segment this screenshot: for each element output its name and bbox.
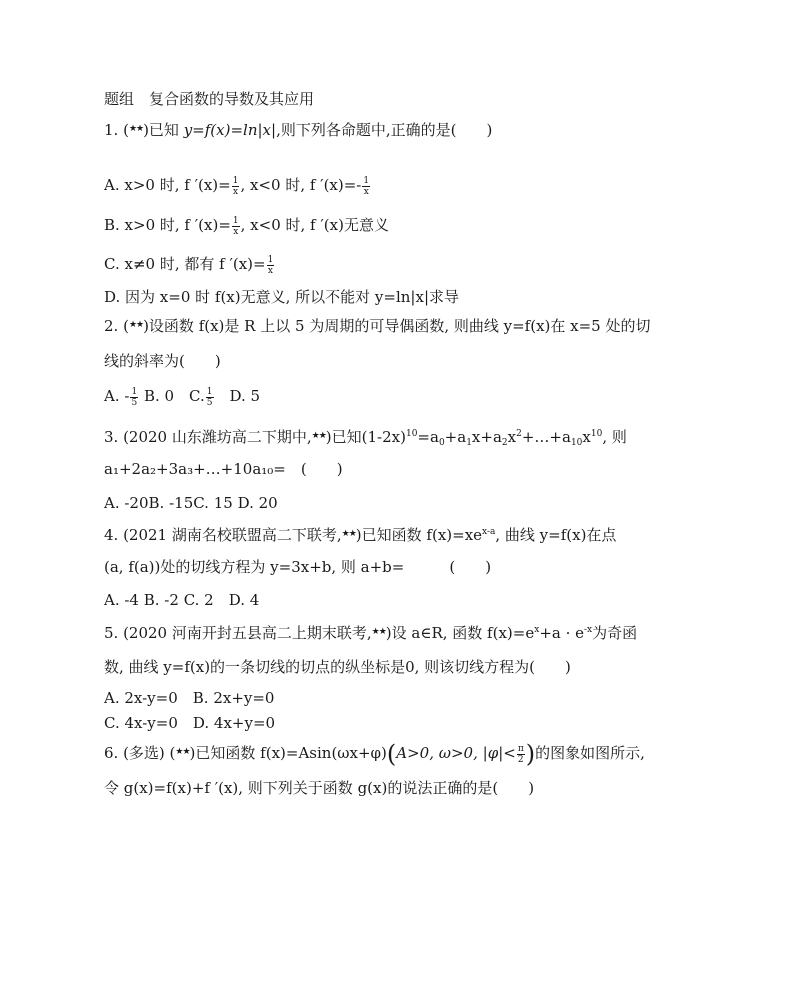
fraction: $\frac{1}{x}$ (267, 254, 274, 276)
question-1-option-c: C. x≠0 时, 都有 f ′(x)= $\frac{1}{x}$ (104, 254, 274, 276)
fraction: $\frac{1}{x}$ (232, 215, 239, 237)
question-4-stem: 4. (2021 湖南名校联盟高二下联考,★★)已知函数 $f(x)=xe^{x-a}$, 曲线 y=f(x)在点 (104, 526, 617, 544)
question-3-stem: 3. (2020 山东潍坊高二下期中,★★)已知$(1-2x)^{10}=a_0+a_1x+a_2x^2+\dots+a_{10}x^{10}$, 则 (104, 428, 627, 448)
question-2-stem: 2. (★★)设函数 f(x)是 R 上以 5 为周期的可导偶函数, 则曲线 y=f(x)在 x=5 处的切 (104, 317, 651, 335)
question-5-options-cd: C. 4x-y=0 D. 4x+y=0 (104, 714, 276, 732)
fraction: $\frac{1}{5}$ (131, 386, 138, 408)
question-1-option-d: D. 因为 x=0 时 f(x)无意义, 所以不能对 y=ln|x|求导 (104, 288, 459, 306)
question-1-option-a: A. x>0 时, f ′(x)= $\frac{1}{x}$ , x<0 时, f ′(x)=- $\frac{1}{x}$ (104, 175, 370, 197)
question-1-option-b: B. x>0 时, f ′(x)= $\frac{1}{x}$ , x<0 时, f ′(x)无意义 (104, 215, 389, 237)
q1-function: y=f(x)=ln|x| (183, 121, 277, 139)
difficulty-stars-icon: ★★ (128, 320, 144, 330)
question-2-stem-cont: 线的斜率为( ) (104, 352, 221, 370)
section-title: 题组 复合函数的导数及其应用 (104, 90, 315, 108)
question-5-stem-cont: 数, 曲线 y=f(x)的一条切线的切点的纵坐标是0, 则该切线方程为( ) (104, 658, 571, 676)
question-4-stem-cont: (a, f(a))处的切线方程为 y=3x+b, 则 a+b= ( ) (104, 558, 492, 576)
question-3-options: A. -20B. -15C. 15 D. 20 (104, 494, 278, 512)
question-5-options-ab: A. 2x-y=0 B. 2x+y=0 (104, 689, 275, 707)
question-3-stem-cont: a₁+2a₂+3a₃+…+10a₁₀= ( ) (104, 460, 343, 478)
question-5-stem: 5. (2020 河南开封五县高二上期末联考,★★)设 a∈R, 函数 $f(x)=e^x+a \cdot e^{-x}$为奇函 (104, 624, 638, 642)
question-2-options: A. - $\frac{1}{5}$ B. 0 C. $\frac{1}{5}$ D. 5 (104, 386, 261, 408)
question-1-stem: 1. (★★)已知 y=f(x)=ln|x|,则下列各命题中,正确的是( ) (104, 121, 493, 139)
difficulty-stars-icon: ★★ (371, 627, 386, 637)
fraction: $\frac{\pi}{2}$ (517, 743, 524, 765)
question-4-options: A. -4 B. -2 C. 2 D. 4 (104, 591, 260, 609)
difficulty-stars-icon: ★★ (175, 747, 190, 757)
difficulty-stars-icon: ★★ (311, 431, 326, 441)
difficulty-stars-icon: ★★ (341, 529, 356, 539)
question-6-stem-cont: 令 g(x)=f(x)+f ′(x), 则下列关于函数 g(x)的说法正确的是( ) (104, 779, 535, 797)
fraction: $\frac{1}{x}$ (232, 175, 239, 197)
fraction: $\frac{1}{x}$ (363, 175, 370, 197)
difficulty-stars-icon: ★★ (128, 124, 144, 134)
fraction: $\frac{1}{5}$ (206, 386, 213, 408)
question-6-stem: 6. (多选) (★★)已知函数 f(x)=Asin(ωx+φ)(A>0, ω>0, |φ|< $\frac{\pi}{2}$ )的图象如图所示, (104, 740, 645, 768)
